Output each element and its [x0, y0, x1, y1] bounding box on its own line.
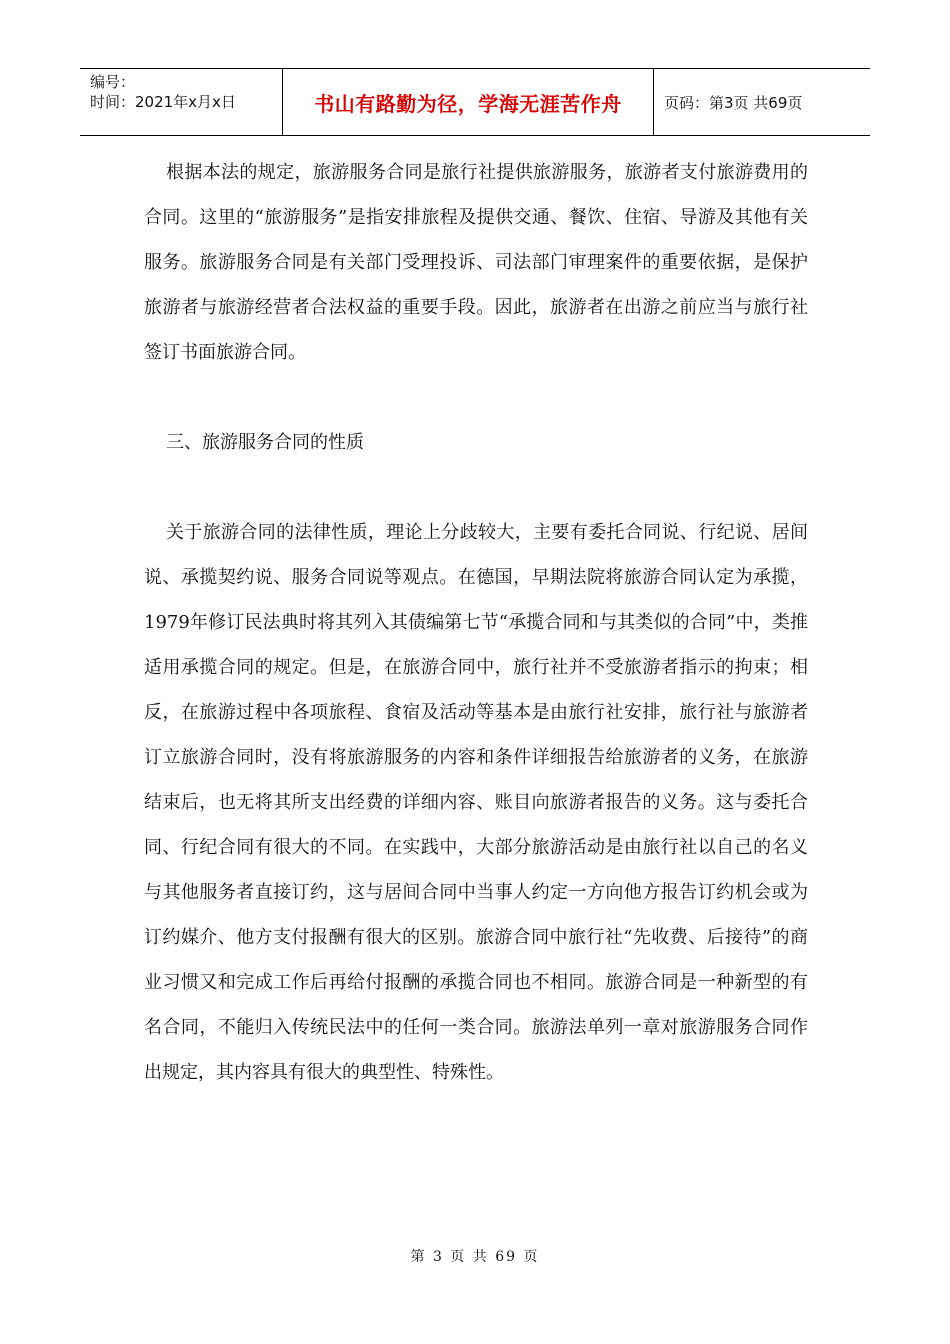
header-page-info: 页码：第3页 共69页	[664, 93, 803, 112]
paragraph-contract-definition: 根据本法的规定，旅游服务合同是旅行社提供旅游服务，旅游者支付旅游费用的合同。这里的“旅游服务”是指安排旅程及提供交通、餐饮、住宿、导游及其他有关服务。旅游服务合同是有关部门受理投诉、司法部门审理案件的重要依据，是保护旅游者与旅游经营者合法权益的重要手段。因此，旅游者在出游之前应当与旅行社签订书面旅游合同。	[144, 162, 808, 363]
document-time: 时间：2021年x月x日	[90, 93, 236, 111]
page-header	[80, 68, 870, 136]
page-footer: 第 3 页 共 69 页	[410, 1249, 540, 1265]
document-body	[144, 150, 808, 1095]
document-number-label: 编号：	[90, 73, 136, 91]
paragraph-contract-nature: 关于旅游合同的法律性质，理论上分歧较大，主要有委托合同说、行纪说、居间说、承揽契约说、服务合同说等观点。在德国，早期法院将旅游合同认定为承揽，1979年修订民法典时将其列入其债编第七节“承揽合同和与其类似的合同”中，类推适用承揽合同的规定。但是，在旅游合同中，旅行社并不受旅游者指示的拘束；相反，在旅游过程中各项旅程、食宿及活动等基本是由旅行社安排，旅行社与旅游者订立旅游合同时，没有将旅游服务的内容和条件详细报告给旅游者的义务，在旅游结束后，也无将其所支出经费的详细内容、账目向旅游者报告的义务。这与委托合同、行纪合同有很大的不同。在实践中，大部分旅游活动是由旅行社以自己的名义与其他服务者直接订约，这与居间合同中当事人约定一方向他方报告订约机会或为订约媒介、他方支付报酬有很大的区别。旅游合同中旅行社“先收费、后接待”的商业习惯又和完成工作后再给付报酬的承揽合同也不相同。旅游合同是一种新型的有名合同，不能归入传统民法中的任何一类合同。旅游法单列一章对旅游服务合同作出规定，其内容具有很大的典型性、特殊性。	[144, 522, 808, 1083]
section-heading: 三、旅游服务合同的性质	[166, 432, 364, 453]
header-meta	[80, 69, 282, 135]
header-motto: 书山有路勤为径，学海无涯苦作舟	[282, 69, 654, 135]
